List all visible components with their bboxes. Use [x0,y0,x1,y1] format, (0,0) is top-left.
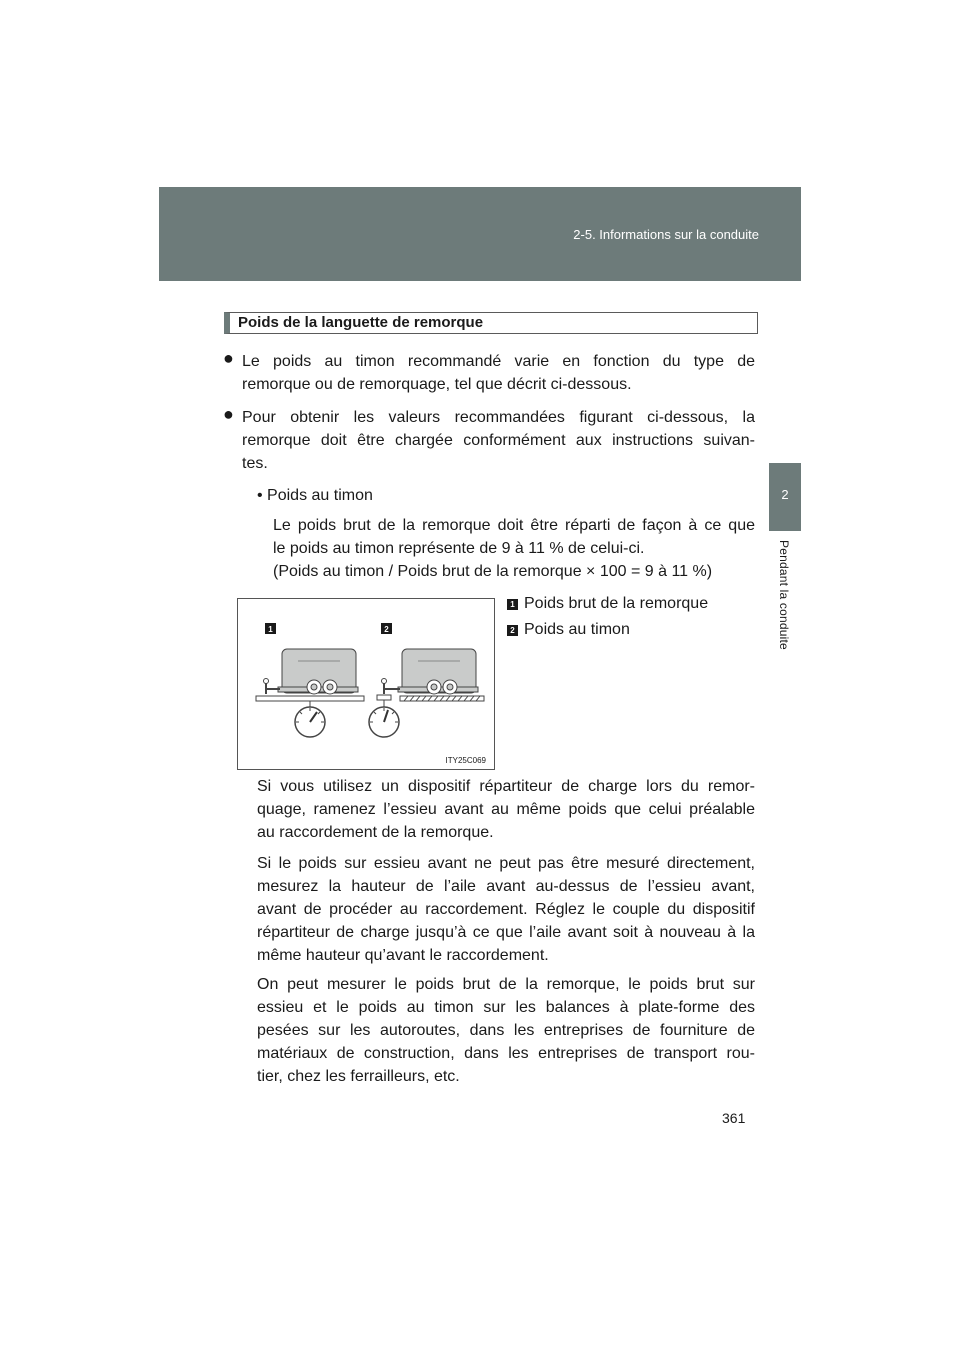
sub-item-body [273,514,755,583]
bullet-dot: ● [223,348,234,368]
bullet-1-line-1: Le poids au timon recommandé varie en fonction du type de [242,353,755,370]
section-title: Poids de la languette de remorque [238,314,484,331]
paragraph-1-line-2: quage, ramenez l’essieu avant au même poids que celui préalable [257,801,755,818]
page-number: 361 [722,1110,746,1126]
paragraph-2-line-4: répartiteur de charge jusqu’à ce que l’aile avant soit à nouveau à la [257,924,755,941]
bullet-2 [242,406,755,475]
legend-number-badge: 2 [507,625,518,636]
paragraph-2-line-2: mesurez la hauteur de l’aile avant au-dessus de l’essieu avant, [257,878,755,895]
sub-item-title: • Poids au timon [257,487,373,504]
svg-text:1: 1 [268,625,273,634]
bullet-2-line-2: remorque doit être chargée conformément aux instructions suivan- [242,432,755,449]
bullet-2-line-1: Pour obtenir les valeurs recommandées figurant ci-dessous, la [242,409,755,426]
bullet-1-line-2: remorque ou de remorquage, tel que décrit ci-dessous. [242,376,632,393]
paragraph-3-line-2: essieu et le poids au timon sur les balances à plate-forme des [257,999,755,1016]
paragraph-3-line-1: On peut mesurer le poids brut de la remorque, le poids brut sur [257,976,755,993]
paragraph-3-line-4: matériaux de construction, dans les entreprises de transport rou- [257,1045,755,1062]
paragraph-2 [257,852,755,967]
figure-code: ITY25C069 [445,756,486,765]
chapter-header [159,187,801,281]
chapter-number: 2 [781,487,789,502]
paragraph-1-line-3: au raccordement de la remorque. [257,824,494,841]
chapter-side-label: Pendant la conduite [777,540,791,650]
paragraph-1-line-1: Si vous utilisez un dispositif répartiteur de charge lors du remor- [257,778,755,795]
paragraph-3-line-3: pesées sur les autoroutes, dans les entreprises de fourniture de [257,1022,755,1039]
paragraph-3 [257,973,755,1088]
sub-item-line-3: (Poids au timon / Poids brut de la remorque × 100 = 9 à 11 %) [273,563,713,580]
trailer-weight-illustration [237,598,495,770]
legend-label: Poids brut de la remorque [524,595,709,612]
trailer-1-icon [256,649,364,707]
sub-item-line-2: le poids au timon représente de 9 à 11 % de celui-ci. [273,540,645,557]
chapter-tab [769,463,801,531]
section-heading-box [224,312,758,334]
scale-gauge-2-icon [369,707,399,737]
paragraph-2-line-3: avant de procéder au raccordement. Réglez le couple du dispositif [257,901,755,918]
bullet-2-line-3: tes. [242,455,268,472]
sub-item-line-1: Le poids brut de la remorque doit être réparti de façon à ce que [273,517,755,534]
paragraph-2-line-1: Si le poids sur essieu avant ne peut pas être mesuré directement, [257,855,755,872]
paragraph-1 [257,775,755,844]
legend-label: Poids au timon [524,621,630,638]
legend-number-badge: 1 [507,599,518,610]
scale-gauge-1-icon [295,707,325,737]
trailer-scales-drawing [238,599,494,769]
bullet-dot: ● [223,404,234,424]
paragraph-3-line-5: tier, chez les ferrailleurs, etc. [257,1068,460,1085]
svg-text:2: 2 [384,625,389,634]
chapter-title: 2-5. Informations sur la conduite [573,227,759,242]
figure-legend-item-2 [507,621,630,639]
bullet-1 [242,350,755,396]
figure-legend-item-1 [507,595,708,613]
paragraph-2-line-5: même hauteur qu’avant le raccordement. [257,947,549,964]
trailer-2-icon [377,649,484,707]
